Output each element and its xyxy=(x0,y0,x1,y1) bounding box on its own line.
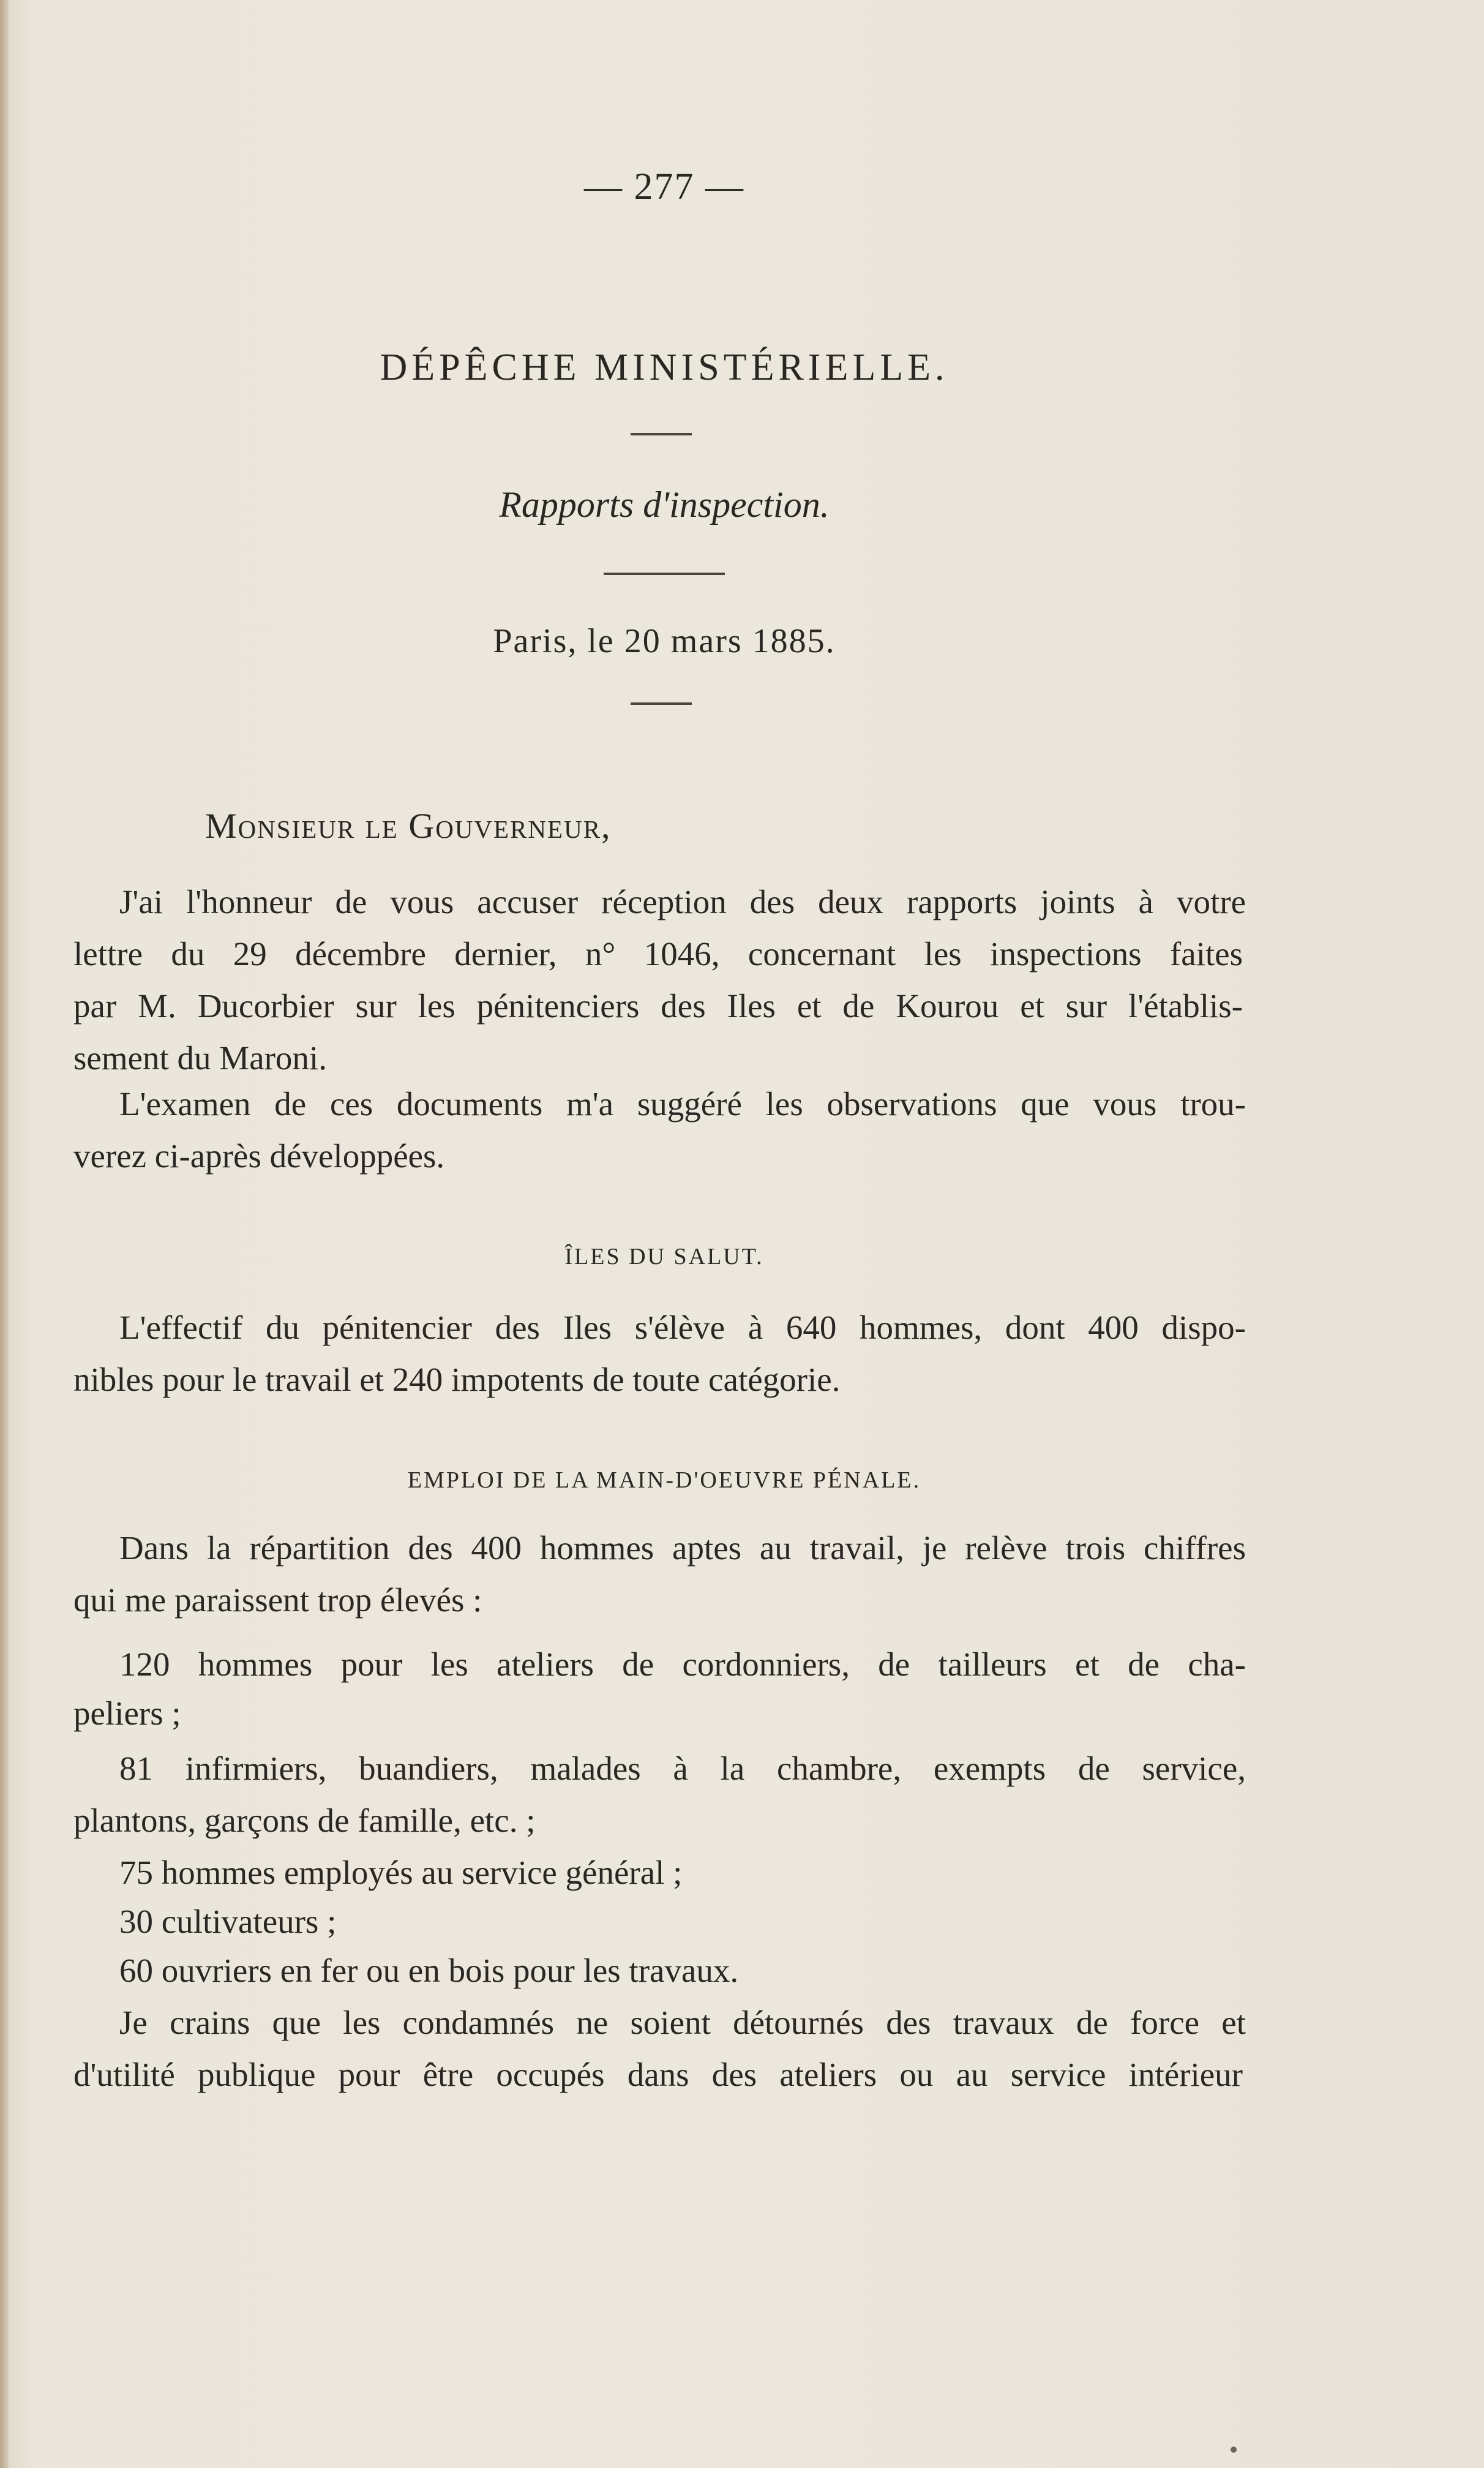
text-line: L'effectif du pénitencier des Iles s'élève à 640 hommes, dont 400 dispo- xyxy=(119,1309,1246,1346)
list-item: 60 ouvriers en fer ou en bois pour les travaux. xyxy=(119,1952,739,1989)
list-item: peliers ; xyxy=(73,1695,181,1732)
page-number: — 277 — xyxy=(584,166,744,208)
text-line: verez ci-après développées. xyxy=(73,1137,445,1175)
divider-rule xyxy=(604,573,725,575)
text-line: qui me paraissent trop élevés : xyxy=(73,1581,482,1619)
list-item: plantons, garçons de famille, etc. ; xyxy=(73,1802,536,1839)
page-subtitle: Rapports d'inspection. xyxy=(499,484,830,525)
text-line: sement du Maroni. xyxy=(73,1039,327,1077)
text-line: Dans la répartition des 400 hommes aptes au travail, je relève trois chiffres xyxy=(119,1529,1246,1567)
salutation: Monsieur le Gouverneur, xyxy=(205,806,612,846)
text-line: d'utilité publique pour être occupés dans des ateliers ou au service intérieur xyxy=(73,2056,1243,2093)
paper-speck xyxy=(1231,2447,1237,2453)
list-item: 81 infirmiers, buandiers, malades à la chambre, exempts de service, xyxy=(119,1750,1246,1787)
page-title: DÉPÊCHE MINISTÉRIELLE. xyxy=(380,347,949,388)
dateline: Paris, le 20 mars 1885. xyxy=(493,622,836,660)
list-item: 120 hommes pour les ateliers de cordonniers, de tailleurs et de cha- xyxy=(119,1646,1246,1683)
list-item: 75 hommes employés au service général ; xyxy=(119,1854,683,1891)
divider-rule xyxy=(631,702,692,705)
list-item: 30 cultivateurs ; xyxy=(119,1903,337,1940)
divider-rule xyxy=(631,433,692,435)
text-line: J'ai l'honneur de vous accuser réception des deux rapports joints à votre xyxy=(119,883,1246,920)
section-heading: ÎLES DU SALUT. xyxy=(564,1244,764,1270)
text-line: par M. Ducorbier sur les pénitenciers des Iles et de Kourou et sur l'établis- xyxy=(73,987,1243,1025)
section-heading: EMPLOI DE LA MAIN-D'OEUVRE PÉNALE. xyxy=(407,1467,921,1493)
text-line: nibles pour le travail et 240 impotents de toute catégorie. xyxy=(73,1361,841,1398)
text-line: lettre du 29 décembre dernier, n° 1046, concernant les inspections faites xyxy=(73,935,1243,973)
text-line: L'examen de ces documents m'a suggéré les observations que vous trou- xyxy=(119,1085,1246,1123)
text-line: Je crains que les condamnés ne soient détournés des travaux de force et xyxy=(119,2004,1246,2041)
